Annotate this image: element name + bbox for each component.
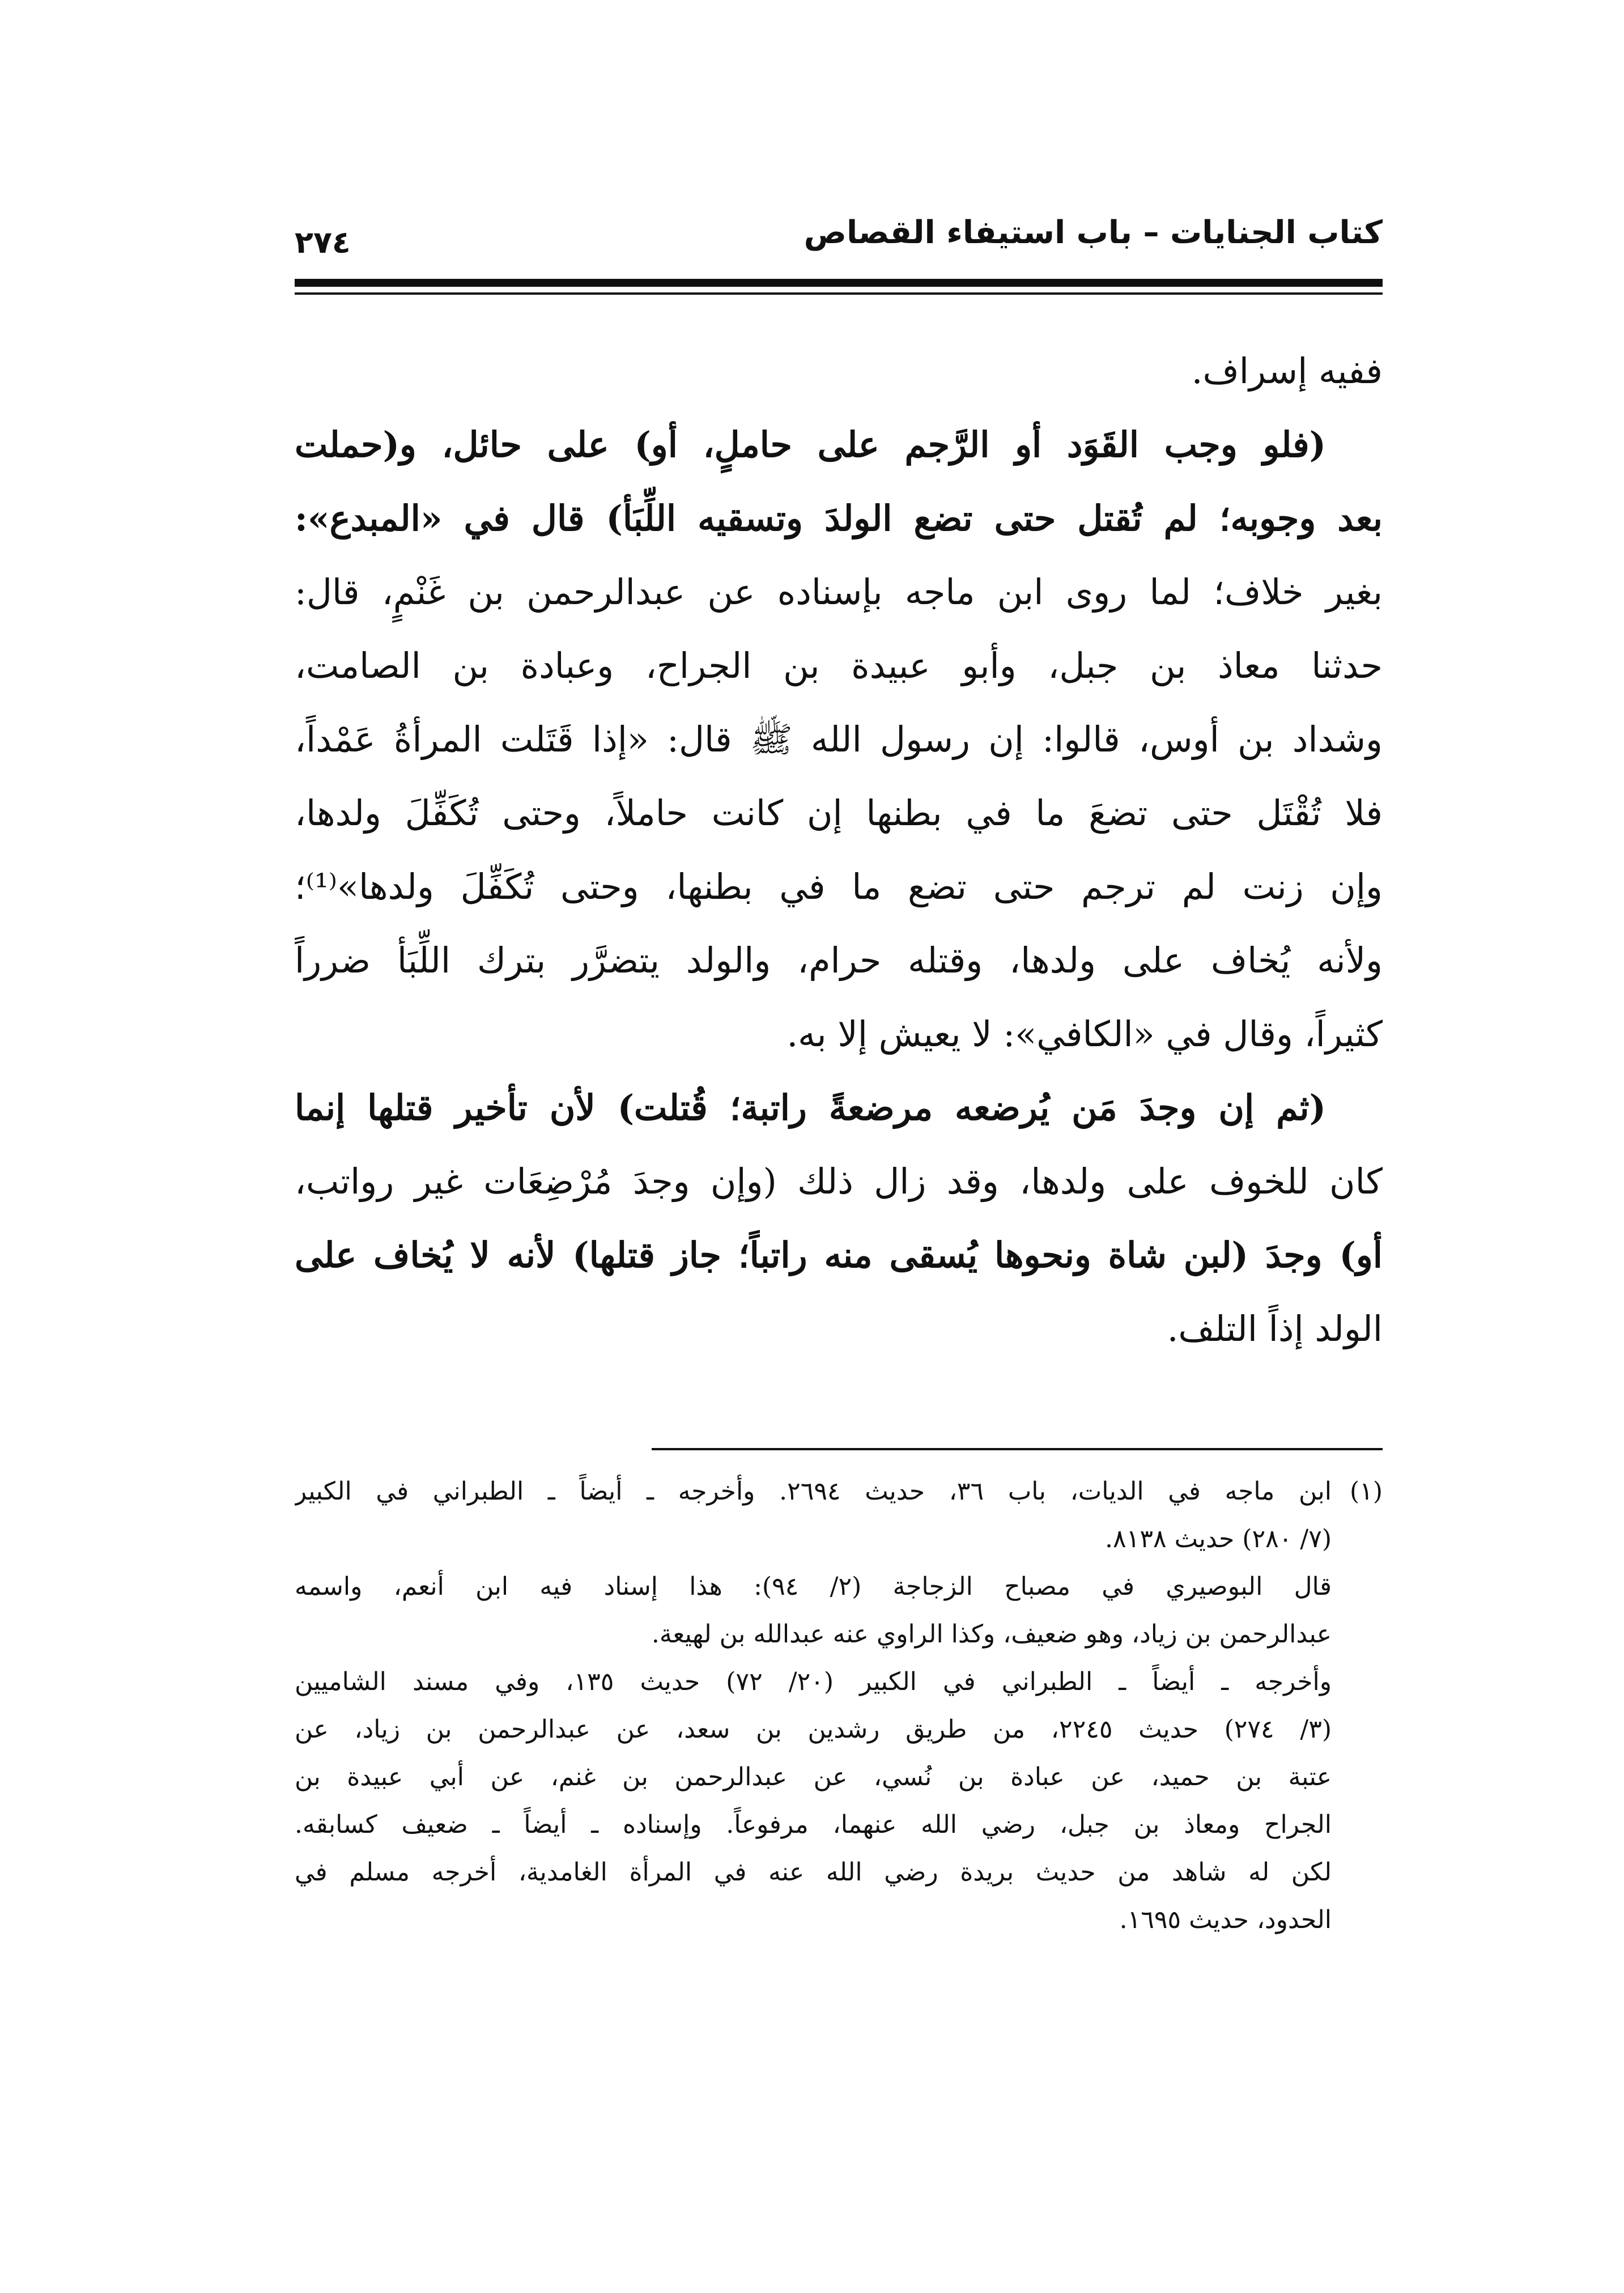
footnote-marker: (١) <box>1350 1477 1383 1506</box>
header-rule-thick <box>295 279 1383 287</box>
text-line: كان للخوف على ولدها، وقد زال ذلك (وإن وجدَ مُرْضِعَات غير رواتب، <box>295 1161 1383 1202</box>
running-header <box>295 214 1383 271</box>
text-line: وشداد بن أوس، قالوا: إن رسول الله ﷺ قال: «إذا قَتَلت المرأةُ عَمْداً، <box>295 719 1383 760</box>
text-line: (فلو وجب القَوَد أو الرَّجم على حاملٍ، أو) على حائل، و(حملت <box>295 424 1326 465</box>
footnote-line: عتبة بن حميد، عن عبادة بن نُسي، عن عبدالرحمن بن غنم، عن أبي عبيدة بن <box>295 1763 1332 1791</box>
text-line: بعد وجوبه؛ لم تُقتل حتى تضع الولدَ وتسقيه اللِّبَأ) قال في «المبدع»: <box>295 498 1383 539</box>
footnote-line: (٧/ ٢٨٠) حديث ٨١٣٨. <box>1105 1525 1332 1553</box>
text-line: بغير خلاف؛ لما روى ابن ماجه بإسناده عن عبدالرحمن بن غَنْمٍ، قال: <box>295 571 1383 613</box>
footnote-line: عبدالرحمن بن زياد، وهو ضعيف، وكذا الراوي عنه عبدالله بن لهيعة. <box>651 1620 1332 1649</box>
footnote-separator <box>652 1448 1383 1450</box>
page-number: ٢٧٤ <box>295 224 351 260</box>
footnote-line: (٣/ ٢٧٤) حديث ٢٢٤٥، من طريق رشدين بن سعد، عن عبدالرحمن بن زياد، عن <box>295 1715 1332 1744</box>
text-line: أو) وجدَ (لبن شاة ونحوها يُسقى منه راتباً؛ جاز قتلها) لأنه لا يُخاف على <box>295 1234 1383 1276</box>
footnote-line: الحدود، حديث ١٦٩٥. <box>1119 1905 1332 1934</box>
text-line: وإن زنت لم ترجم حتى تضع ما في بطنها، وحتى تُكَفِّلَ ولدها»⁽¹⁾؛ <box>295 866 1383 907</box>
text-line: ولأنه يُخاف على ولدها، وقتله حرام، والولد يتضرَّر بترك اللِّبَأ ضرراً <box>295 940 1383 981</box>
footnote-line <box>295 1468 1383 1515</box>
footnote-line: وأخرجه ـ أيضاً ـ الطبراني في الكبير (٢٠/ ٧٢) حديث ١٣٥، وفي مسند الشاميين <box>295 1667 1332 1696</box>
chapter-title: كتاب الجنايات – باب استيفاء القصاص <box>804 214 1383 251</box>
text-line: فلا تُقْتَل حتى تضعَ ما في بطنها إن كانت حاملاً، وحتى تُكَفِّلَ ولدها، <box>295 792 1383 834</box>
footnote-line: قال البوصيري في مصباح الزجاجة (٢/ ٩٤): هذا إسناد فيه ابن أنعم، واسمه <box>295 1572 1332 1601</box>
text-line: حدثنا معاذ بن جبل، وأبو عبيدة بن الجراح، وعبادة بن الصامت، <box>295 645 1383 686</box>
header-rule-thin <box>295 292 1383 295</box>
footnote-line: لكن له شاهد من حديث بريدة رضي الله عنه في المرأة الغامدية، أخرجه مسلم في <box>295 1858 1332 1887</box>
text-line: كثيراً، وقال في «الكافي»: لا يعيش إلا به. <box>787 1013 1383 1055</box>
text-line: (ثم إن وجدَ مَن يُرضعه مرضعةً راتبة؛ قُتلت) لأن تأخير قتلها إنما <box>295 1087 1326 1128</box>
text-line: ففيه إسراف. <box>1191 350 1383 392</box>
text-line: الولد إذاً التلف. <box>1167 1308 1383 1349</box>
footnote-line: الجراح ومعاذ بن جبل، رضي الله عنهما، مرفوعاً. وإسناده ـ أيضاً ـ ضعيف كسابقه. <box>295 1810 1332 1839</box>
footnote-text: ابن ماجه في الديات، باب ٣٦، حديث ٢٦٩٤. وأخرجه ـ أيضاً ـ الطبراني في الكبير <box>295 1477 1332 1506</box>
